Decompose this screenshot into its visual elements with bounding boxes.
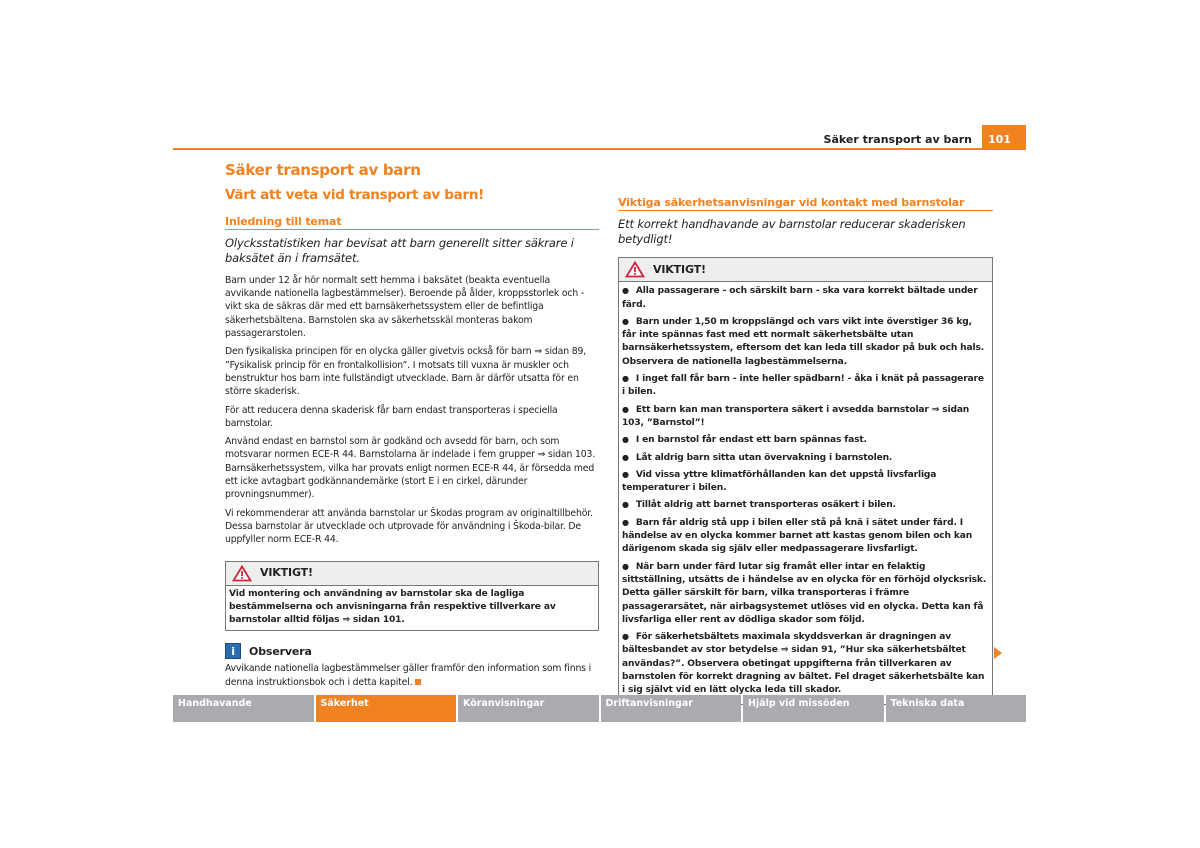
warning-item: ● Barn under 1,50 m kroppslängd och vars vikt inte överstiger 36 kg, får inte spännas fast med ett normalt säkerhetsbälte utan barnsäkerhetssystem, eftersom det kan leda till skador på buk och hals. Observera de nationella lagbestämmelserna. [622, 315, 989, 372]
paragraph: Använd endast en barnstol som är godkänd och avsedd för barn, och som motsvarar normen ECE-R 44. Barnstolarna är indelade i fem grupper ⇒ sidan 103. Barnsäkerhetssystem, vilka har provats enligt normen ECE-R 44, är försedda med ett icke avtagbart godkännandemärke (stort E i en cirkel, därunder provningsnummer). [225, 436, 596, 501]
continue-arrow-icon [994, 647, 1002, 659]
tab-driftanvisningar[interactable]: Driftanvisningar [601, 695, 742, 722]
lead-text: Ett korrekt handhavande av barnstolar reducerar skaderisken betydligt! [618, 217, 966, 247]
warning-item: ● Ett barn kan man transportera säkert i avsedda barnstolar ⇒ sidan 103, ”Barnstol”! [622, 403, 989, 434]
header-rule [173, 148, 1026, 150]
section-title: Värt att veta vid transport av barn! [225, 187, 484, 204]
paragraph: Den fysikaliska principen för en olycka gäller givetvis också för barn ⇒ sidan 89, ”Fysikalisk princip för en frontalkollision”. I motsats till vuxna är muskler och benstruktur hos barn inte fullständigt utvecklade. Barn är därför utsatta för en större skaderisk. [225, 346, 587, 398]
warning-title: VIKTIGT! [260, 566, 313, 580]
note-header [225, 643, 599, 659]
warning-header [226, 562, 598, 586]
warning-item: ● Barn får aldrig stå upp i bilen eller stå på knä i sätet under färd. I händelse av en olycka kommer barnet att kastas genom bilen och kan därigenom skada sig själv eller medpassagerare livsfarligt. [622, 516, 989, 560]
tab-hjalp-vid-missoden[interactable]: Hjälp vid missöden [743, 695, 884, 722]
note-body [225, 662, 599, 689]
tab-handhavande[interactable]: Handhavande [173, 695, 314, 722]
note-text: Avvikande nationella lagbestämmelser gäller framför den information som finns i denna instruktionsbok och i detta kapitel. [225, 663, 592, 688]
warning-triangle-icon [232, 565, 252, 582]
right-column [618, 196, 993, 705]
running-header: Säker transport av barn [823, 133, 972, 146]
warning-box [618, 257, 993, 704]
warning-list [619, 282, 992, 703]
tab-tekniska-data[interactable]: Tekniska data [886, 695, 1027, 722]
paragraph: Barn under 12 år hör normalt sett hemma i baksätet (beakta eventuella avvikande nationella lagbestämmelser). Beroende på ålder, kroppsstorlek och -vikt ska de säkras där med ett barnsäkerhetssystem eller de befintliga säkerhetsbältena. Barnstolen ska av säkerhetsskäl monteras bakom passagerarstolen. [225, 274, 585, 340]
warning-item: ● Alla passagerare - och särskilt barn - ska vara korrekt bältade under färd. [622, 284, 989, 315]
warning-item: ● I en barnstol får endast ett barn spännas fast. [622, 433, 989, 450]
warning-triangle-icon [625, 261, 645, 278]
page-number: 101 [982, 125, 1026, 149]
lead-text: Olycksstatistiken har bevisat att barn generellt sitter säkrare i baksätet än i framsätet. [225, 235, 574, 265]
warning-box [225, 561, 599, 632]
warning-text: Vid montering och användning av barnstolar ska de lagliga bestämmelserna och anvisningarna från respektive tillverkare av barnstolar alltid följas ⇒ sidan 101. [229, 588, 556, 626]
subsection-heading: Viktiga säkerhetsanvisningar vid kontakt med barnstolar [618, 196, 993, 211]
warning-item: ● Vid vissa yttre klimatförhållanden kan det uppstå livsfarliga temperaturer i bilen. [622, 468, 989, 499]
tab-koranvisningar[interactable]: Köranvisningar [458, 695, 599, 722]
paragraph: Vi rekommenderar att använda barnstolar ur Škodas program av originaltillbehör. Dessa barnstolar är utvecklade och utprovade för användning i Škoda-bilar. De uppfyller norm ECE-R 44. [225, 507, 593, 546]
warning-title: VIKTIGT! [653, 263, 706, 277]
warning-item: ● I inget fall får barn - inte heller spädbarn! - åka i knät på passagerare i bilen. [622, 372, 989, 403]
chapter-title: Säker transport av barn [225, 161, 421, 179]
warning-item: ● För säkerhetsbältets maximala skyddsverkan är dragningen av bältesbandet av stor betydelse ⇒ sidan 91, ”Hur ska säkerhetsbältet användas?”. Observera obetingat uppgifterna från tillverkaren av barnstolen för korrekt dragning av bältet. Fel draget säkerhetsbälte kan i sig självt vid en lätt olycka leda till skador. [622, 630, 989, 700]
warning-item: ● Låt aldrig barn sitta utan övervakning i barnstolen. [622, 451, 989, 468]
end-marker-icon [415, 679, 421, 685]
left-column [225, 161, 599, 689]
warning-item: ● När barn under färd lutar sig framåt eller intar en felaktig sittställning, utsätts de i händelse av en olycka för en förhöjd olycksrisk. Detta gäller särskilt för barn, vilka transporteras i främre passagerarsätet, när airbagsystemet utlöses vid en olycka. Detta kan få livsfarliga eller rent av dödliga skador som följd. [622, 560, 989, 630]
warning-header [619, 258, 992, 282]
footer-tabs [173, 695, 1026, 722]
tab-sakerhet[interactable]: Säkerhet [316, 695, 457, 722]
warning-item: ● Tillåt aldrig att barnet transporteras osäkert i bilen. [622, 498, 989, 515]
subsection-heading: Inledning till temat [225, 215, 599, 230]
note-title: Observera [249, 644, 312, 658]
paragraph: För att reducera denna skaderisk får barn endast transporteras i speciella barnstolar. [225, 404, 558, 429]
info-icon: i [225, 643, 241, 659]
